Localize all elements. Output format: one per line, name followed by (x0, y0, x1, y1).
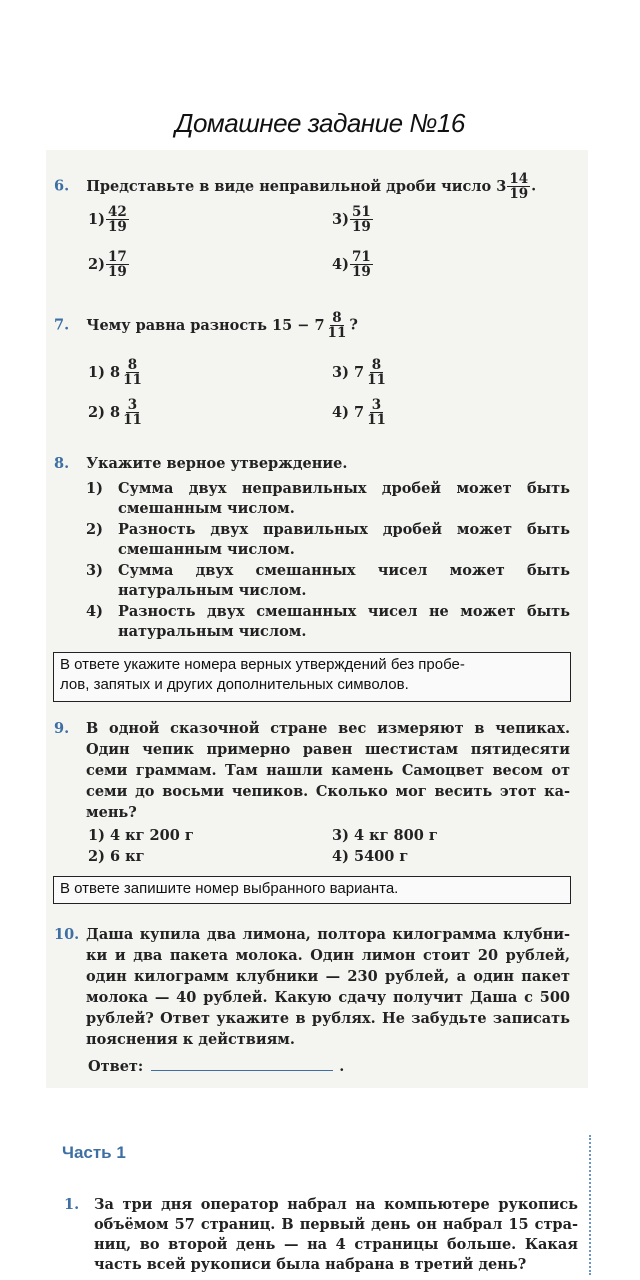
q9-line-2: Один чепик примерно равен шестистам пятидесяти (86, 741, 570, 758)
part-q1-line-3: ниц, во второй день — на 4 страницы больше. Какая (94, 1236, 578, 1253)
question-number: 7. (54, 316, 70, 334)
question-10-number: 10. (54, 926, 80, 943)
q8-item-2-label: 2) (86, 521, 103, 538)
q10-line-1: Даша купила два лимона, полтора килограмма клубни- (86, 926, 570, 943)
q8-item-4-line1: Разность двух смешанных чисел не может быть (118, 603, 570, 620)
q10-line-3: один килограмм клубники — 230 рублей, а один пакет (86, 968, 570, 985)
part-heading: Часть 1 (62, 1143, 126, 1162)
q9-line-3: семи граммам. Там нашли камень Самоцвет весом от (86, 762, 570, 779)
q10-line-5: рублей? Ответ укажите в рублях. Не забудьте записать (86, 1010, 570, 1027)
question-number: 6. (54, 177, 70, 195)
answer-row: Ответ: . (88, 1058, 345, 1075)
q8-item-2-line1: Разность двух правильных дробей может быть (118, 521, 570, 538)
instruction-line: В ответе запишите номер выбранного варианта. (60, 880, 399, 897)
part-q1-line-2: объёмом 57 страниц. В первый день он набрал 15 стра- (94, 1216, 578, 1233)
mixed-fraction: $\frac{14}{19}$ (509, 171, 529, 202)
q8-instruction-box (53, 652, 571, 702)
q8-item-1-label: 1) (86, 480, 103, 497)
question-text: Представьте в виде неправильной дроби число 3 (86, 177, 507, 195)
q8-item-3-line2: натуральным числом. (118, 582, 307, 599)
part-q1-line-1: За три дня оператор набрал на компьютере рукопись (94, 1196, 578, 1213)
q8-item-4-line2: натуральным числом. (118, 623, 307, 640)
q7-option-4: 4) 7 $\frac{3}{11}$ (332, 397, 386, 428)
part-q1-number: 1. (64, 1196, 80, 1213)
q10-line-2: ки и два пакета молока. Один лимон стоит 20 рублей, (86, 947, 570, 964)
q9-line-1: В одной сказочной стране вес измеряют в чепиках. (86, 720, 570, 737)
question-number: 8. (54, 455, 70, 472)
question-8 (54, 455, 347, 472)
q8-item-3-line1: Сумма двух смешанных чисел может быть (118, 562, 570, 579)
answer-field[interactable] (151, 1069, 333, 1071)
question-text: Чему равна разность 15 − 7 (86, 316, 325, 334)
q9-option-4: 4) 5400 г (332, 848, 409, 865)
q9-instruction-box (53, 876, 571, 904)
q9-line-4: семи до восьми чепиков. Сколько мог весить этот ка- (86, 783, 570, 800)
q9-option-3: 3) 4 кг 800 г (332, 827, 438, 844)
q9-option-1: 1) 4 кг 200 г (88, 827, 194, 844)
q6-option-3: 3) $\frac{51}{19}$ (332, 204, 371, 235)
q8-item-2-line2: смешанным числом. (118, 541, 295, 558)
question-6: 6. Представьте в виде неправильной дроби число 3 $\frac{14}{19}$ . (54, 171, 537, 202)
q9-option-2: 2) 6 кг (88, 848, 145, 865)
q7-option-3: 3) 7 $\frac{8}{11}$ (332, 357, 386, 388)
q7-option-2: 2) 8 $\frac{3}{11}$ (88, 397, 142, 428)
q8-item-1-line1: Сумма двух неправильных дробей может быть (118, 480, 570, 497)
q7-option-1: 1) 8 $\frac{8}{11}$ (88, 357, 142, 388)
part-q1-line-4: часть всей рукописи была набрана в третий день? (94, 1256, 527, 1273)
q6-option-1: 1) $\frac{42}{19}$ (88, 204, 127, 235)
question-7: 7. Чему равна разность 15 − 7 $\frac{8}{11}$ ? (54, 310, 358, 341)
fraction: $\frac{8}{11}$ (327, 310, 347, 341)
q10-line-4: молока — 40 рублей. Какую сдачу получит Даша с 500 (86, 989, 570, 1006)
q10-line-6: пояснения к действиям. (86, 1031, 295, 1048)
q9-line-5: мень? (86, 804, 137, 821)
q8-item-3-label: 3) (86, 562, 103, 579)
page-title: Домашнее задание №16 (175, 108, 465, 138)
instruction-line-1: В ответе укажите номера верных утверждений без пробе- (60, 656, 465, 673)
dotted-border (589, 1135, 591, 1275)
question-text: Укажите верное утверждение. (86, 455, 348, 472)
q6-option-2: 2) $\frac{17}{19}$ (88, 249, 127, 280)
q8-item-4-label: 4) (86, 603, 103, 620)
answer-label: Ответ: (88, 1058, 144, 1075)
q6-option-4: 4) $\frac{71}{19}$ (332, 249, 371, 280)
instruction-line-2: лов, запятых и других дополнительных символов. (60, 676, 409, 693)
q8-item-1-line2: смешанным числом. (118, 500, 295, 517)
question-9-number: 9. (54, 720, 70, 737)
